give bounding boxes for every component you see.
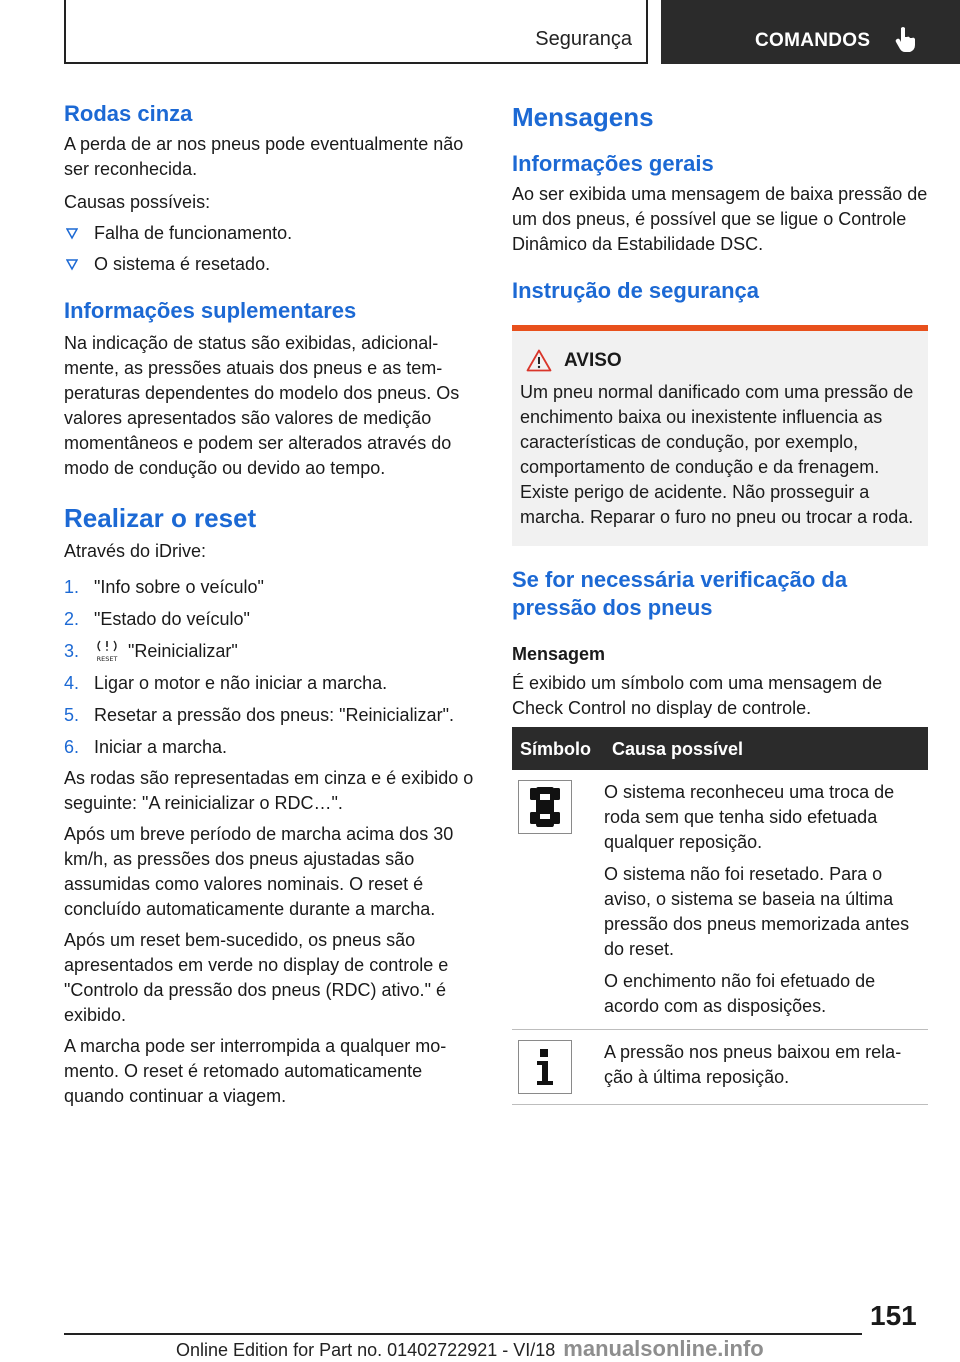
symbol-table: [512, 727, 928, 1105]
header-section-title: Segurança: [535, 28, 632, 50]
list-item: Falha de funcionamento.: [64, 221, 480, 246]
footer-brand: manualsonline.info: [563, 1336, 764, 1361]
column-header-cause: Causa possível: [604, 727, 928, 770]
causas-list: [64, 221, 480, 277]
paragraph-informacoes-suplementares: Na indicação de status são exibidas, adicionalmente, as pressões atuais dos pneus e as temperaturas dependentes do modelo dos pneus. Os valores apresentados são valores de medição momentâneos e podem ser alterados através do modo de condução ou devido ao tempo.: [64, 333, 460, 478]
paragraph-informacoes-gerais: Ao ser exibida uma mensagem de baixa pressão de um dos pneus, é possível que se ligue o Controle Dinâmico da Estabilidade DSC.: [512, 184, 928, 254]
list-item: 2. "Estado do veículo": [64, 609, 250, 629]
warning-title: AVISO: [564, 349, 622, 371]
warning-triangle-icon: [526, 349, 552, 372]
list-item: 1. "Info sobre o veículo": [64, 577, 264, 597]
heading-mensagens: Mensagens: [512, 102, 654, 132]
paragraph-idrive: Através do iDrive:: [64, 541, 207, 561]
triangle-bullet-icon: [66, 259, 78, 271]
list-item: 4. Ligar o motor e não iniciar a marcha.: [64, 673, 388, 693]
cause-text: O sistema não foi resetado. Para o aviso, o sistema se baseia na última pressão dos pneus memorizada antes do reset.: [604, 864, 910, 959]
table-header-row: [512, 727, 928, 770]
heading-instrucao-seguranca: Instrução de segurança: [512, 278, 759, 303]
list-item: 5. Resetar a pressão dos pneus: "Reinicializar".: [64, 705, 454, 725]
causas-label: Causas possíveis:: [64, 192, 211, 212]
table-row: [512, 1030, 928, 1105]
paragraph-rodas-representadas: As rodas são representadas em cinza e é exibido o seguinte: "A reinicializar o RDC…".: [64, 768, 474, 813]
heading-verificacao-pressao: Se for necessária verificação da pressão dos pneus: [512, 567, 848, 620]
heading-rodas-cinza: Rodas cinza: [64, 101, 193, 126]
heading-informacoes-suplementares: Informações suplementares: [64, 298, 357, 323]
left-column: [64, 100, 480, 1109]
right-column: [512, 100, 928, 1105]
footer-divider: [64, 1333, 862, 1335]
pointing-hand-icon: [895, 26, 917, 52]
list-item: 3. RESET "Reinicializar": [64, 641, 238, 663]
paragraph-marcha-interrompida: A marcha pode ser interrompida a qualquer momento. O reset é retomado automaticamente quando continuar a viagem.: [64, 1036, 447, 1106]
cause-text: A pressão nos pneus baixou em relação à última reposição.: [604, 1042, 902, 1087]
subheading-mensagem: Mensagem: [512, 644, 606, 664]
info-icon: [518, 1040, 572, 1094]
footer-edition: [176, 1336, 764, 1362]
triangle-bullet-icon: [66, 228, 78, 240]
svg-text:RESET: RESET: [96, 655, 118, 663]
reset-symbol-icon: [94, 639, 120, 663]
warning-text: Um pneu normal danificado com uma pressão de enchimento baixa ou inexistente influencia as características de condução, por exemplo, comportamento de condução e da frenagem. Existe perigo de acidente. Não prosseguir a marcha. Reparar o furo no pneu ou trocar a roda.: [520, 382, 914, 527]
header-chapter-tab: [661, 0, 960, 64]
tire-pressure-car-icon: [518, 780, 572, 834]
header-section-box: [64, 0, 648, 64]
paragraph-rodas-cinza: A perda de ar nos pneus pode eventualmente não ser reconhecida.: [64, 134, 464, 179]
list-item: O sistema é resetado.: [64, 252, 480, 277]
paragraph-apos-reset: Após um reset bem-sucedido, os pneus são apresentados em verde no display de controle e "Controlo da pressão dos pneus (RDC) ativo." é exibido.: [64, 930, 449, 1025]
paragraph-mensagem: É exibido um símbolo com uma mensagem de Check Control no display de controle.: [512, 673, 883, 718]
footer-edition-text: Online Edition for Part no. 01402722921 - VI/18: [176, 1340, 556, 1360]
cause-text: O sistema reconheceu uma troca de roda sem que tenha sido efetuada qualquer reposição.: [604, 782, 895, 852]
heading-realizar-reset: Realizar o reset: [64, 503, 257, 533]
warning-box: [512, 325, 928, 546]
paragraph-apos-breve: Após um breve período de marcha acima dos 30 km/h, as pressões dos pneus ajustadas são assumidas como valores nominais. O reset é concluído automaticamente durante a marcha.: [64, 824, 454, 919]
list-item: 6. Iniciar a marcha.: [64, 737, 228, 757]
column-header-symbol: Símbolo: [512, 727, 604, 770]
heading-informacoes-gerais: Informações gerais: [512, 151, 714, 176]
page-number: 151: [870, 1300, 917, 1331]
reset-steps-list: [64, 575, 480, 760]
cause-text: O enchimento não foi efetuado de acordo com as disposições.: [604, 971, 876, 1016]
header-chapter-title: COMANDOS: [755, 30, 871, 51]
table-row: [512, 770, 928, 1030]
